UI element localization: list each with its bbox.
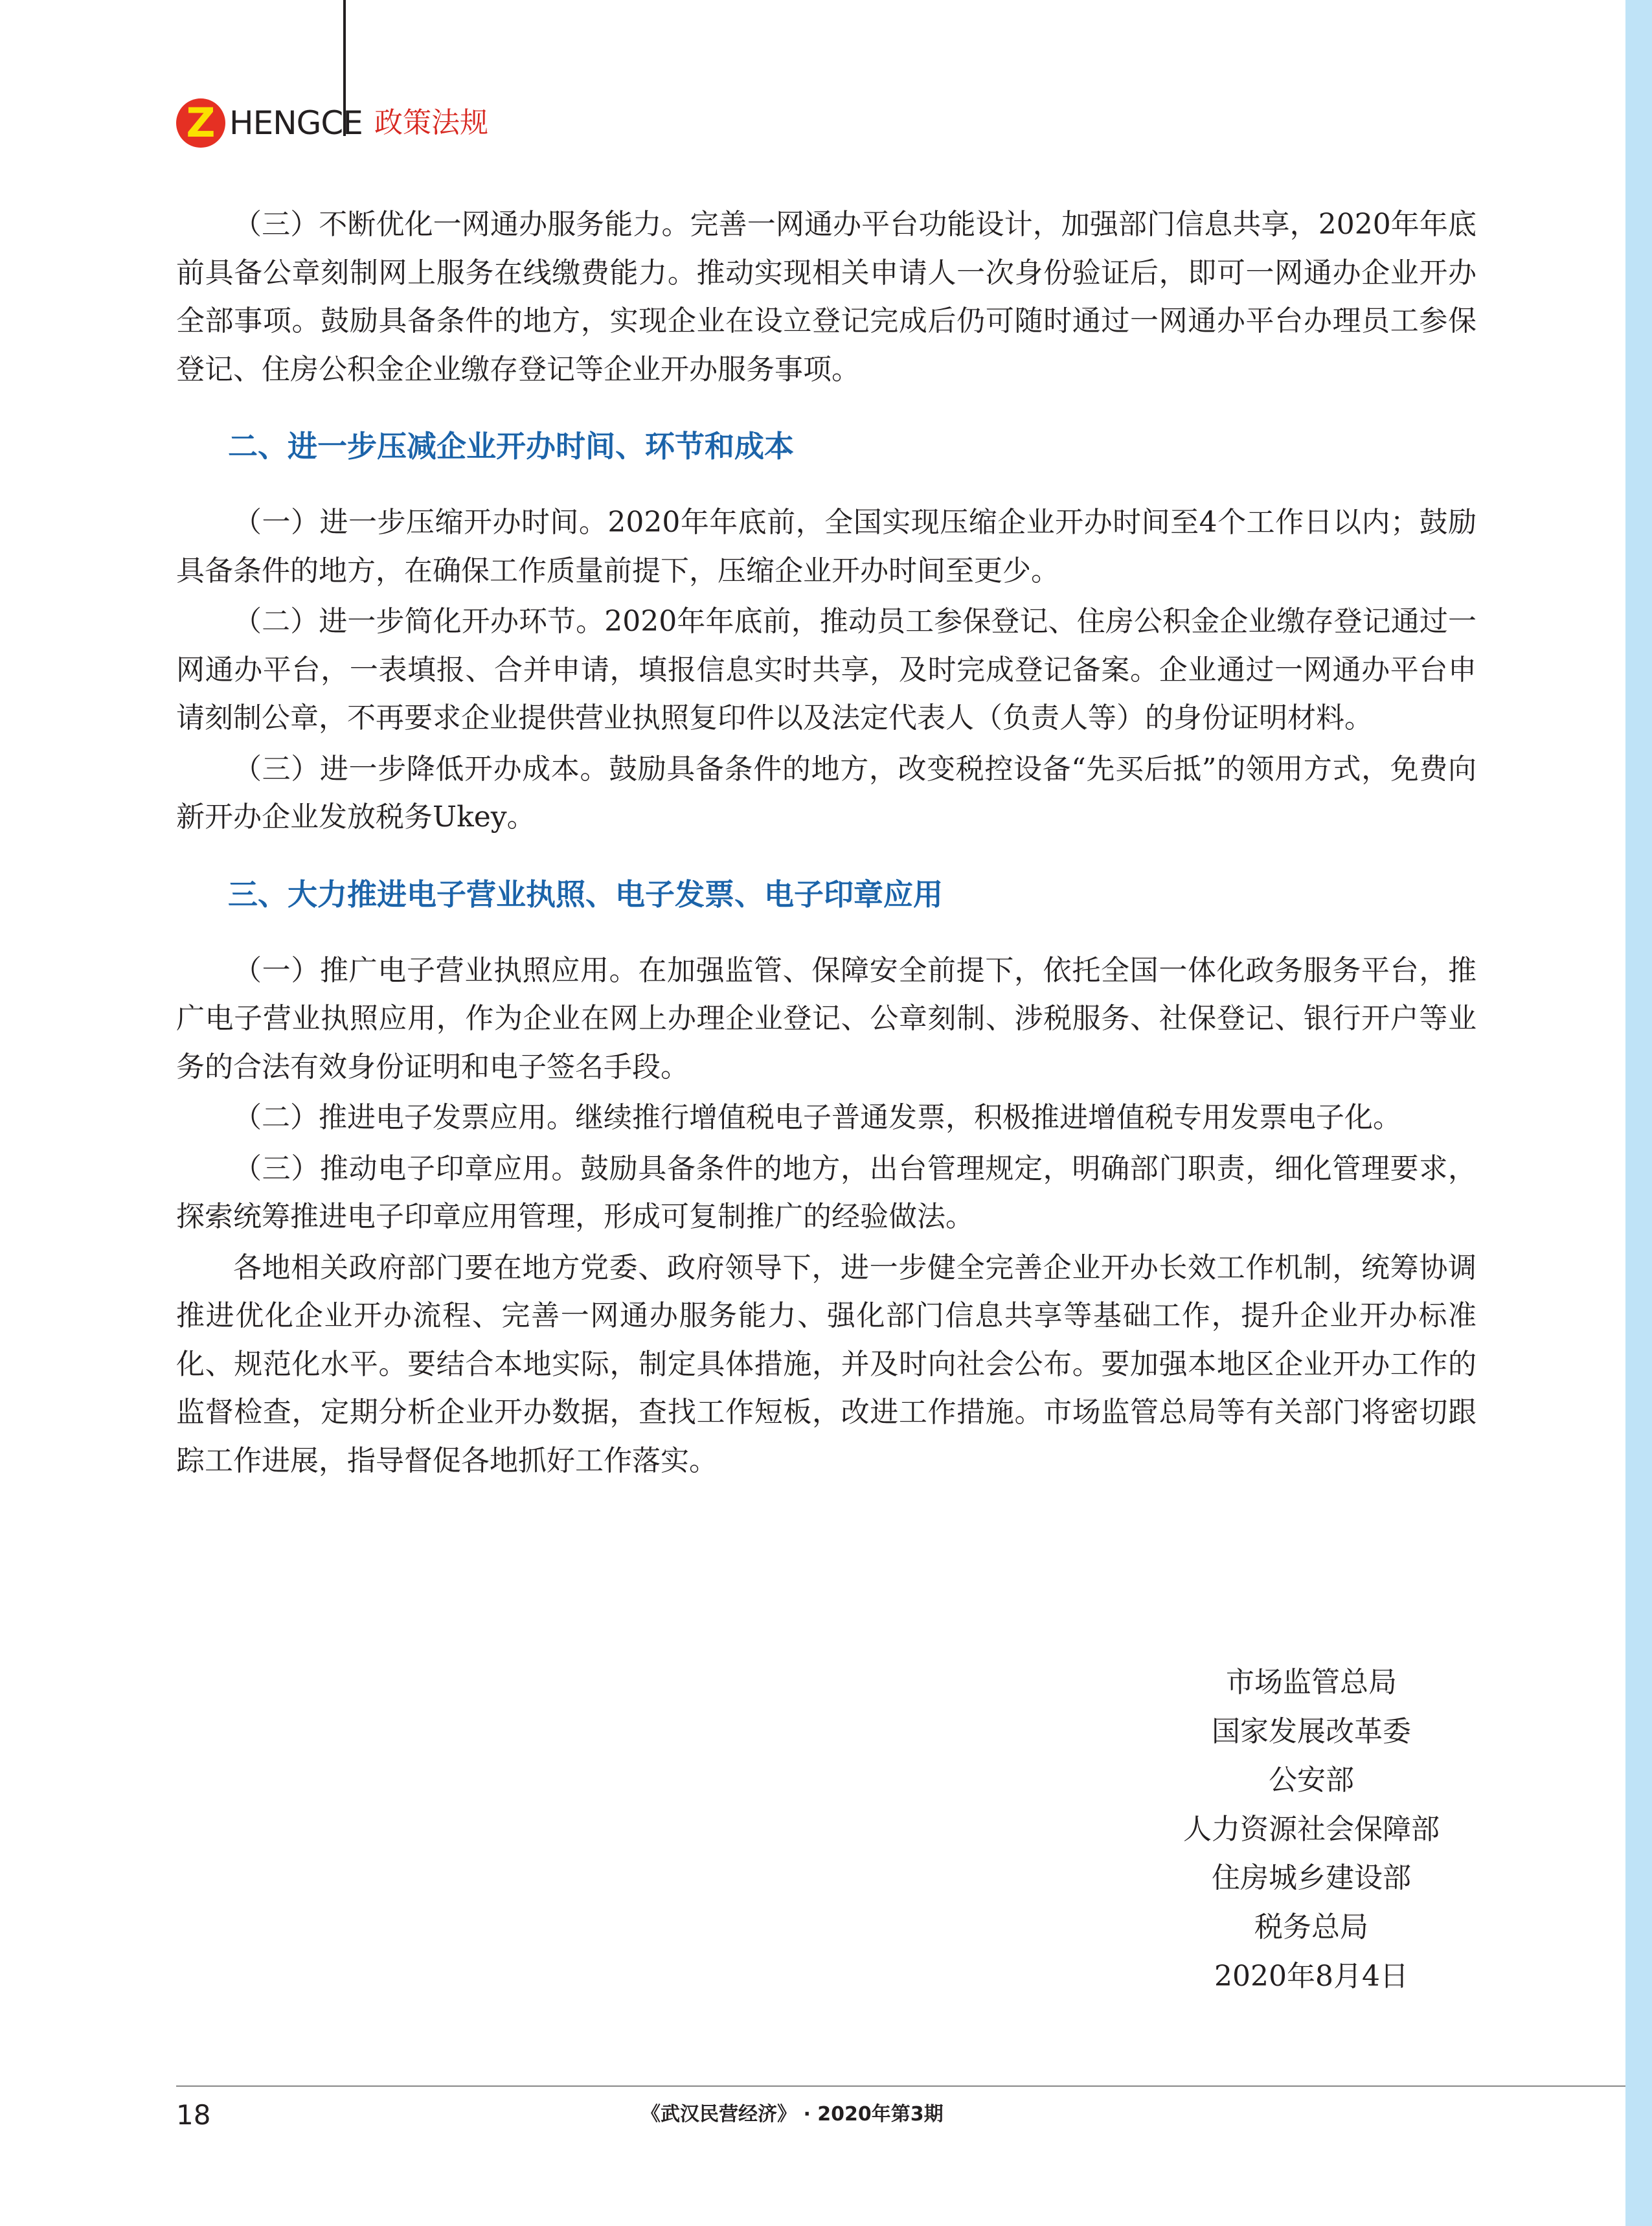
body-paragraph: （一）推广电子营业执照应用。在加强监管、保障安全前提下，依托全国一体化政务服务平台，推广电子营业执照应用，作为企业在网上办理企业登记、公章刻制、涉税服务、社保登记、银行开户等业务的合法有效身份证明和电子签名手段。 <box>176 953 1477 1084</box>
body-paragraph: （三）进一步降低开办成本。鼓励具备条件的地方，改变税控设备“先买后抵”的领用方式，免费向新开办企业发放税务Ukey。 <box>176 752 1477 834</box>
footer-divider <box>176 2085 1625 2087</box>
signature-block <box>1143 1658 1480 2001</box>
signatory: 公安部 <box>1269 1764 1354 1797</box>
signatory: 住房城乡建设部 <box>1212 1861 1411 1895</box>
logo <box>176 97 363 149</box>
signatory: 人力资源社会保障部 <box>1183 1812 1440 1846</box>
signatory: 税务总局 <box>1254 1910 1368 1944</box>
article-body <box>176 201 1477 1485</box>
issue-date: 2020年8月4日 <box>1214 1959 1409 1993</box>
body-paragraph: （二）推进电子发票应用。继续推行增值税电子普通发票，积极推进增值税专用发票电子化。 <box>233 1101 1401 1134</box>
body-paragraph: （三）推动电子印章应用。鼓励具备条件的地方，出台管理规定，明确部门职责，细化管理要求，探索统筹推进电子印章应用管理，形成可复制推广的经验做法。 <box>176 1152 1477 1233</box>
journal-issue: 《武汉民营经济》 · 2020年第3期 <box>641 2103 944 2126</box>
body-paragraph: （一）进一步压缩开办时间。2020年年底前，全国实现压缩企业开办时间至4个工作日以内；鼓励具备条件的地方，在确保工作质量前提下，压缩企业开办时间至更少。 <box>176 506 1477 587</box>
logo-text: HENGCE <box>229 104 363 142</box>
signatory: 市场监管总局 <box>1226 1666 1397 1699</box>
signatory: 国家发展改革委 <box>1212 1714 1411 1748</box>
logo-letter: Z <box>186 99 216 146</box>
page-number: 18 <box>176 2099 211 2131</box>
body-paragraph: （二）进一步简化开办环节。2020年年底前，推动员工参保登记、住房公积金企业缴存登记通过一网通办平台，一表填报、合并申请，填报信息实时共享，及时完成登记备案。企业通过一网通办平台申请刻制公章，不再要求企业提供营业执照复印件以及法定代表人（负责人等）的身份证明材料。 <box>176 605 1477 734</box>
body-paragraph: 各地相关政府部门要在地方党委、政府领导下，进一步健全完善企业开办长效工作机制，统筹协调推进优化企业开办流程、完善一网通办服务能力、强化部门信息共享等基础工作，提升企业开办标准化、规范化水平。要结合本地实际，制定具体措施，并及时向社会公布。要加强本地区企业开办工作的监督检查，定期分析企业开办数据，查找工作短板，改进工作措施。市场监管总局等有关部门将密切跟踪工作进展，指导督促各地抓好工作落实。 <box>176 1251 1477 1477</box>
section-label: 政策法规 <box>374 106 488 139</box>
section-heading: 三、大力推进电子营业执照、电子发票、电子印章应用 <box>228 876 943 912</box>
logo-badge <box>176 98 225 148</box>
side-stripe <box>1625 0 1652 2226</box>
section-heading: 二、进一步压减企业开办时间、环节和成本 <box>228 429 794 464</box>
body-paragraph: （三）不断优化一网通办服务能力。完善一网通办平台功能设计，加强部门信息共享，2020年年底前具备公章刻制网上服务在线缴费能力。推动实现相关申请人一次身份验证后，即可一网通办企业开办全部事项。鼓励具备条件的地方，实现企业在设立登记完成后仍可随时通过一网通办平台办理员工参保登记、住房公积金企业缴存登记等企业开办服务事项。 <box>176 208 1477 386</box>
